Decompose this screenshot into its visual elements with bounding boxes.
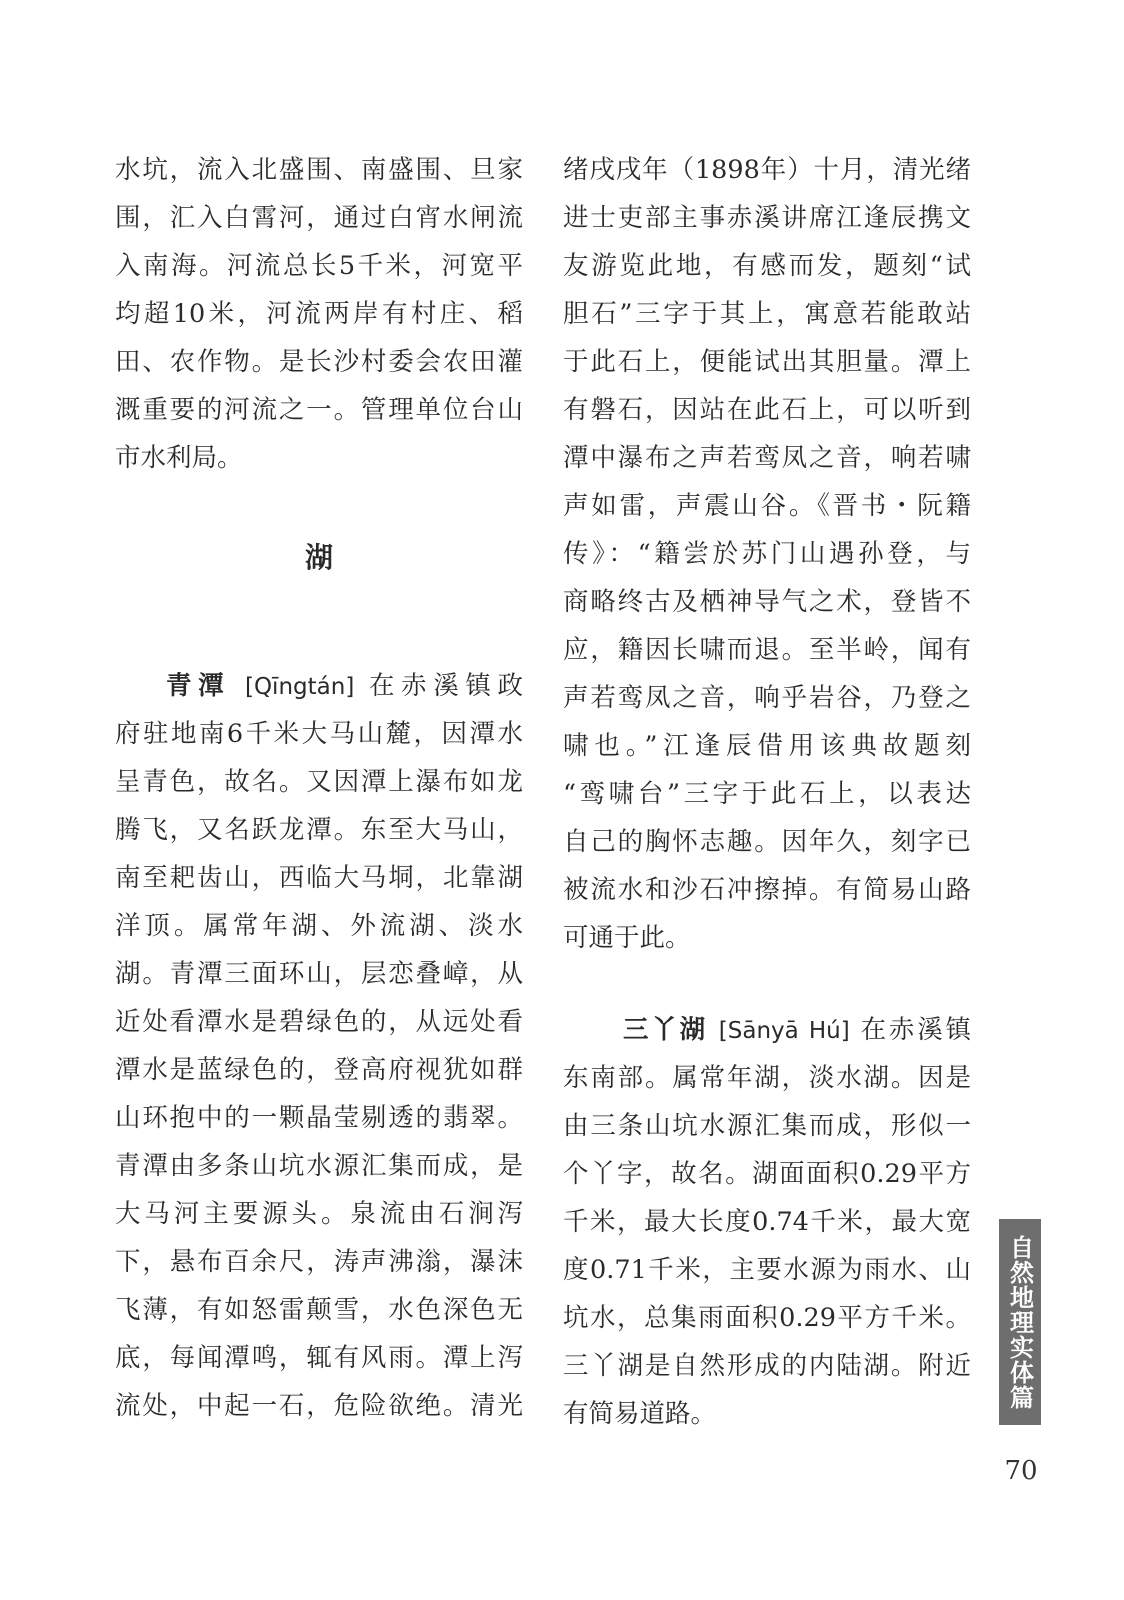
text-line: 应，籍因长啸而退。至半岭，闻有	[563, 635, 971, 665]
text-line: 围，汇入白霄河，通过白宵水闸流	[115, 203, 523, 233]
text-line: 洋顶。属常年湖、外流湖、淡水	[115, 911, 523, 941]
entry-first-line	[115, 662, 523, 710]
text-line: 商略终古及栖神导气之术，登皆不	[563, 587, 971, 617]
entry-first-line	[563, 1006, 971, 1054]
text-line: 下，悬布百余尺，涛声沸滃，瀑沫	[115, 1247, 523, 1277]
text-line: 水坑，流入北盛围、南盛围、旦家	[115, 155, 523, 185]
left-para-1	[115, 146, 523, 482]
text-line: 潭中瀑布之声若鸾凤之音，响若啸	[563, 443, 971, 473]
text-line: 于此石上，便能试出其胆量。潭上	[563, 347, 971, 377]
text-line: 千米，最大长度0.74千米，最大宽	[563, 1207, 971, 1237]
entry-text: 在赤溪镇	[860, 1015, 971, 1045]
entry-pinyin: [Sānyā Hú]	[718, 1018, 850, 1044]
entry-text: 在赤溪镇政	[369, 671, 523, 701]
text-line: 东南部。属常年湖，淡水湖。因是	[563, 1063, 971, 1093]
chapter-side-tab	[999, 1219, 1041, 1425]
page-number: 70	[1004, 1456, 1038, 1486]
text-line: 入南海。河流总长5千米，河宽平	[115, 251, 523, 281]
text-line: 青潭由多条山坑水源汇集而成，是	[115, 1151, 523, 1181]
text-line: 胆石”三字于其上，寓意若能敢站	[563, 299, 971, 329]
text-line: 府驻地南6千米大马山麓，因潭水	[115, 719, 523, 749]
entry-qingtan	[115, 662, 523, 1430]
text-line: 近处看潭水是碧绿色的，从远处看	[115, 1007, 523, 1037]
entry-pinyin: [Qīngtán]	[244, 674, 355, 700]
entry-title: 三丫湖	[623, 1015, 708, 1045]
entry-sanyahu	[563, 1006, 971, 1438]
text-line: 可通于此。	[563, 923, 691, 953]
right-column	[563, 146, 971, 962]
text-line: “鸾啸台”三字于此石上，以表达	[563, 779, 971, 809]
section-heading: 湖	[304, 541, 333, 574]
left-column	[115, 146, 523, 482]
text-line: 绪戌戌年（1898年）十月，清光绪	[563, 155, 971, 185]
text-line: 均超10米，河流两岸有村庄、稻	[115, 299, 523, 329]
text-line: 呈青色，故名。又因潭上瀑布如龙	[115, 767, 523, 797]
text-line: 大马河主要源头。泉流由石涧泻	[115, 1199, 523, 1229]
text-line: 湖。青潭三面环山，层恋叠嶂，从	[115, 959, 523, 989]
text-line: 田、农作物。是长沙村委会农田灌	[115, 347, 523, 377]
text-line: 啸也。”江逢辰借用该典故题刻	[563, 731, 971, 761]
text-line: 声若鸾凤之音，响乎岩谷，乃登之	[563, 683, 971, 713]
text-line: 传》：“籍尝於苏门山遇孙登，与	[563, 539, 971, 569]
text-line: 有简易道路。	[563, 1399, 717, 1429]
text-line: 南至耙齿山，西临大马垌，北靠湖	[115, 863, 523, 893]
text-line: 个丫字，故名。湖面面积0.29平方	[563, 1159, 971, 1189]
text-line: 潭水是蓝绿色的，登高府视犹如群	[115, 1055, 523, 1085]
text-line: 自己的胸怀志趣。因年久，刻字已	[563, 827, 971, 857]
text-line: 山环抱中的一颗晶莹剔透的翡翠。	[115, 1103, 523, 1133]
text-line: 坑水，总集雨面积0.29平方千米。	[563, 1303, 971, 1333]
text-line: 腾飞，又名跃龙潭。东至大马山，	[115, 815, 523, 845]
text-line: 声如雷，声震山谷。《晋书・阮籍	[563, 491, 971, 521]
text-line: 由三条山坑水源汇集而成，形似一	[563, 1111, 971, 1141]
text-line: 飞薄，有如怒雷颠雪，水色深色无	[115, 1295, 523, 1325]
entry-title: 青潭	[166, 671, 231, 701]
text-line: 被流水和沙石冲擦掉。有简易山路	[563, 875, 971, 905]
text-line: 度0.71千米，主要水源为雨水、山	[563, 1255, 971, 1285]
text-line: 溉重要的河流之一。管理单位台山	[115, 395, 523, 425]
chapter-side-tab-label: 自然地理实体篇	[1005, 1234, 1035, 1410]
text-line: 有磐石，因站在此石上，可以听到	[563, 395, 971, 425]
text-line: 进士吏部主事赤溪讲席江逢辰携文	[563, 203, 971, 233]
text-line: 友游览此地，有感而发，题刻“试	[563, 251, 971, 281]
text-line: 市水利局。	[115, 443, 243, 473]
text-line: 底，每闻潭鸣，辄有风雨。潭上泻	[115, 1343, 523, 1373]
text-line: 三丫湖是自然形成的内陆湖。附近	[563, 1351, 971, 1381]
text-line: 流处，中起一石，危险欲绝。清光	[115, 1391, 523, 1421]
